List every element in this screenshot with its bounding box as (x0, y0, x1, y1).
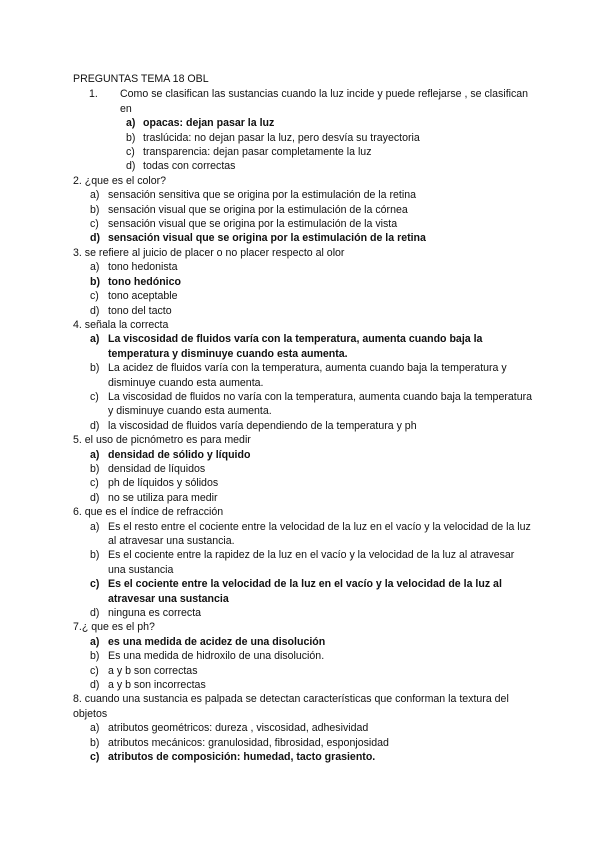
question-text (73, 433, 533, 447)
option-letter: b) (90, 549, 100, 562)
options-list (73, 635, 533, 693)
question-block (73, 505, 533, 620)
option-text: atributos mecánicos: granulosidad, fibrosidad, esponjosidad (108, 736, 389, 749)
option-item (73, 304, 533, 318)
option-item (73, 476, 533, 490)
option-text: sensación sensitiva que se origina por la estimulación de la retina (108, 189, 416, 202)
option-text: tono hedonista (108, 261, 178, 274)
option-letter: a) (126, 117, 136, 130)
options-list (73, 188, 533, 246)
option-text: opacas: dejan pasar la luz (143, 117, 275, 130)
question-label: Como se clasifican las sustancias cuando la luz incide y puede reflejarse , se clasifican en (120, 88, 529, 115)
option-item (73, 721, 533, 735)
option-letter: c) (90, 751, 100, 764)
question-label: 3. se refiere al juicio de placer o no placer respecto al olor (73, 246, 345, 259)
option-item-correct (73, 448, 533, 462)
option-item (73, 289, 533, 303)
question-label: 7.¿ que es el ph? (73, 621, 155, 634)
option-letter: b) (90, 203, 100, 216)
option-item (73, 462, 533, 476)
option-item-correct (73, 231, 533, 245)
question-label: 5. el uso de picnómetro es para medir (73, 434, 251, 447)
option-item (73, 548, 533, 577)
option-letter: d) (90, 491, 100, 504)
questions-list (73, 87, 533, 764)
option-item (73, 159, 533, 173)
option-item (73, 649, 533, 663)
option-item (73, 131, 533, 145)
option-letter: d) (90, 679, 100, 692)
option-item (73, 203, 533, 217)
option-text: La viscosidad de fluidos no varía con la temperatura, aumenta cuando baja la temperatura y disminuye cuando esta aumenta. (108, 390, 533, 418)
option-text: a y b son correctas (108, 664, 198, 677)
option-text: no se utiliza para medir (108, 491, 218, 504)
option-item (73, 678, 533, 692)
option-item (73, 606, 533, 620)
option-text: ph de líquidos y sólidos (108, 477, 219, 490)
option-text: tono aceptable (108, 290, 178, 303)
question-block (73, 174, 533, 246)
option-letter: d) (90, 304, 100, 317)
page-title: PREGUNTAS TEMA 18 OBL (73, 73, 209, 85)
option-item (73, 145, 533, 159)
question-label: 4. señala la correcta (73, 318, 169, 331)
option-letter: c) (90, 664, 99, 677)
question-label: 2. ¿que es el color? (73, 174, 167, 187)
option-text: densidad de sólido y líquido (108, 448, 251, 461)
option-letter: c) (126, 146, 135, 159)
options-list (73, 332, 533, 433)
option-letter: c) (90, 477, 99, 490)
option-text: es una medida de acidez de una disolución (108, 635, 326, 648)
option-text: sensación visual que se origina por la estimulación de la vista (108, 218, 398, 231)
options-list (73, 520, 533, 621)
option-letter: a) (90, 333, 100, 346)
option-item (73, 217, 533, 231)
option-letter: d) (90, 607, 100, 620)
option-letter: b) (126, 131, 136, 144)
option-item (73, 520, 533, 549)
option-text: transparencia: dejan pasar completamente la luz (143, 146, 372, 159)
option-letter: b) (90, 650, 100, 663)
option-letter: a) (90, 261, 100, 274)
option-text: Es una medida de hidroxilo de una disolución. (108, 650, 325, 663)
question-label: 6. que es el índice de refracción (73, 506, 224, 519)
option-item (73, 736, 533, 750)
option-item-correct (73, 635, 533, 649)
question-block (73, 87, 533, 173)
option-letter: c) (90, 578, 100, 591)
option-item (73, 390, 533, 419)
options-list (73, 260, 533, 318)
question-block (73, 620, 533, 692)
option-item-correct (73, 275, 533, 289)
option-letter: c) (90, 290, 99, 303)
option-text: Es el resto entre el cociente entre la velocidad de la luz en el vacío y la velocidad de la luz al atravesar una sustancia. (108, 520, 531, 547)
option-text: Es el cociente entre la rapidez de la luz en el vacío y la velocidad de la luz al atravesar una sustancia (108, 549, 515, 576)
option-item (73, 491, 533, 505)
question-block (73, 246, 533, 318)
option-letter: c) (90, 390, 99, 403)
option-text: densidad de líquidos (108, 462, 206, 475)
option-letter: c) (90, 218, 99, 231)
option-item (73, 260, 533, 274)
option-item-correct (73, 332, 533, 361)
option-text: atributos de composición: humedad, tacto grasiento. (108, 751, 376, 764)
option-text: tono hedónico (108, 275, 181, 288)
option-text: sensación visual que se origina por la estimulación de la córnea (108, 203, 408, 216)
option-text: traslúcida: no dejan pasar la luz, pero desvía su trayectoria (143, 131, 420, 144)
option-item (73, 664, 533, 678)
option-letter: d) (126, 160, 136, 173)
question-label: 8. cuando una sustancia es palpada se detectan características que conforman la textura del objetos (73, 693, 509, 720)
option-item-correct (73, 750, 533, 764)
document-body (73, 72, 533, 765)
option-text: atributos geométricos: dureza , viscosidad, adhesividad (108, 722, 369, 735)
question-text (73, 620, 533, 634)
question-text (73, 318, 533, 332)
question-text (73, 505, 533, 519)
option-text: La acidez de fluidos varía con la temperatura, aumenta cuando baja la temperatura y disminuye cuando esta aumenta. (108, 362, 507, 389)
option-text: todas con correctas (143, 160, 236, 173)
option-text: tono del tacto (108, 304, 172, 317)
option-text: La viscosidad de fluidos varía con la temperatura, aumenta cuando baja la temperatura y disminuye cuando esta aumenta. (108, 333, 483, 360)
option-item-correct (73, 116, 533, 130)
option-letter: b) (90, 462, 100, 475)
option-text: ninguna es correcta (108, 607, 202, 620)
option-letter: b) (90, 362, 100, 375)
option-text: sensación visual que se origina por la estimulación de la retina (108, 232, 426, 245)
option-item-correct (73, 577, 533, 606)
option-letter: a) (90, 520, 100, 533)
question-text (73, 692, 533, 721)
question-text (73, 87, 533, 116)
question-text (73, 246, 533, 260)
question-text (73, 174, 533, 188)
question-block (73, 318, 533, 433)
options-list (73, 448, 533, 506)
question-block (73, 433, 533, 505)
option-item (73, 188, 533, 202)
option-letter: a) (90, 189, 100, 202)
option-text: la viscosidad de fluidos varía dependiendo de la temperatura y ph (108, 419, 417, 432)
question-number: 1. (89, 88, 98, 101)
option-letter: d) (90, 232, 100, 245)
option-letter: d) (90, 419, 100, 432)
option-item (73, 361, 533, 390)
option-letter: a) (90, 448, 100, 461)
option-letter: b) (90, 275, 100, 288)
option-letter: a) (90, 635, 100, 648)
options-list (73, 116, 533, 174)
option-text: Es el cociente entre la velocidad de la luz en el vacío y la velocidad de la luz al atravesar una sustancia (108, 578, 502, 605)
options-list (73, 721, 533, 764)
option-item (73, 419, 533, 433)
option-text: a y b son incorrectas (108, 679, 206, 692)
option-letter: b) (90, 736, 100, 749)
question-block (73, 692, 533, 764)
option-letter: a) (90, 722, 100, 735)
